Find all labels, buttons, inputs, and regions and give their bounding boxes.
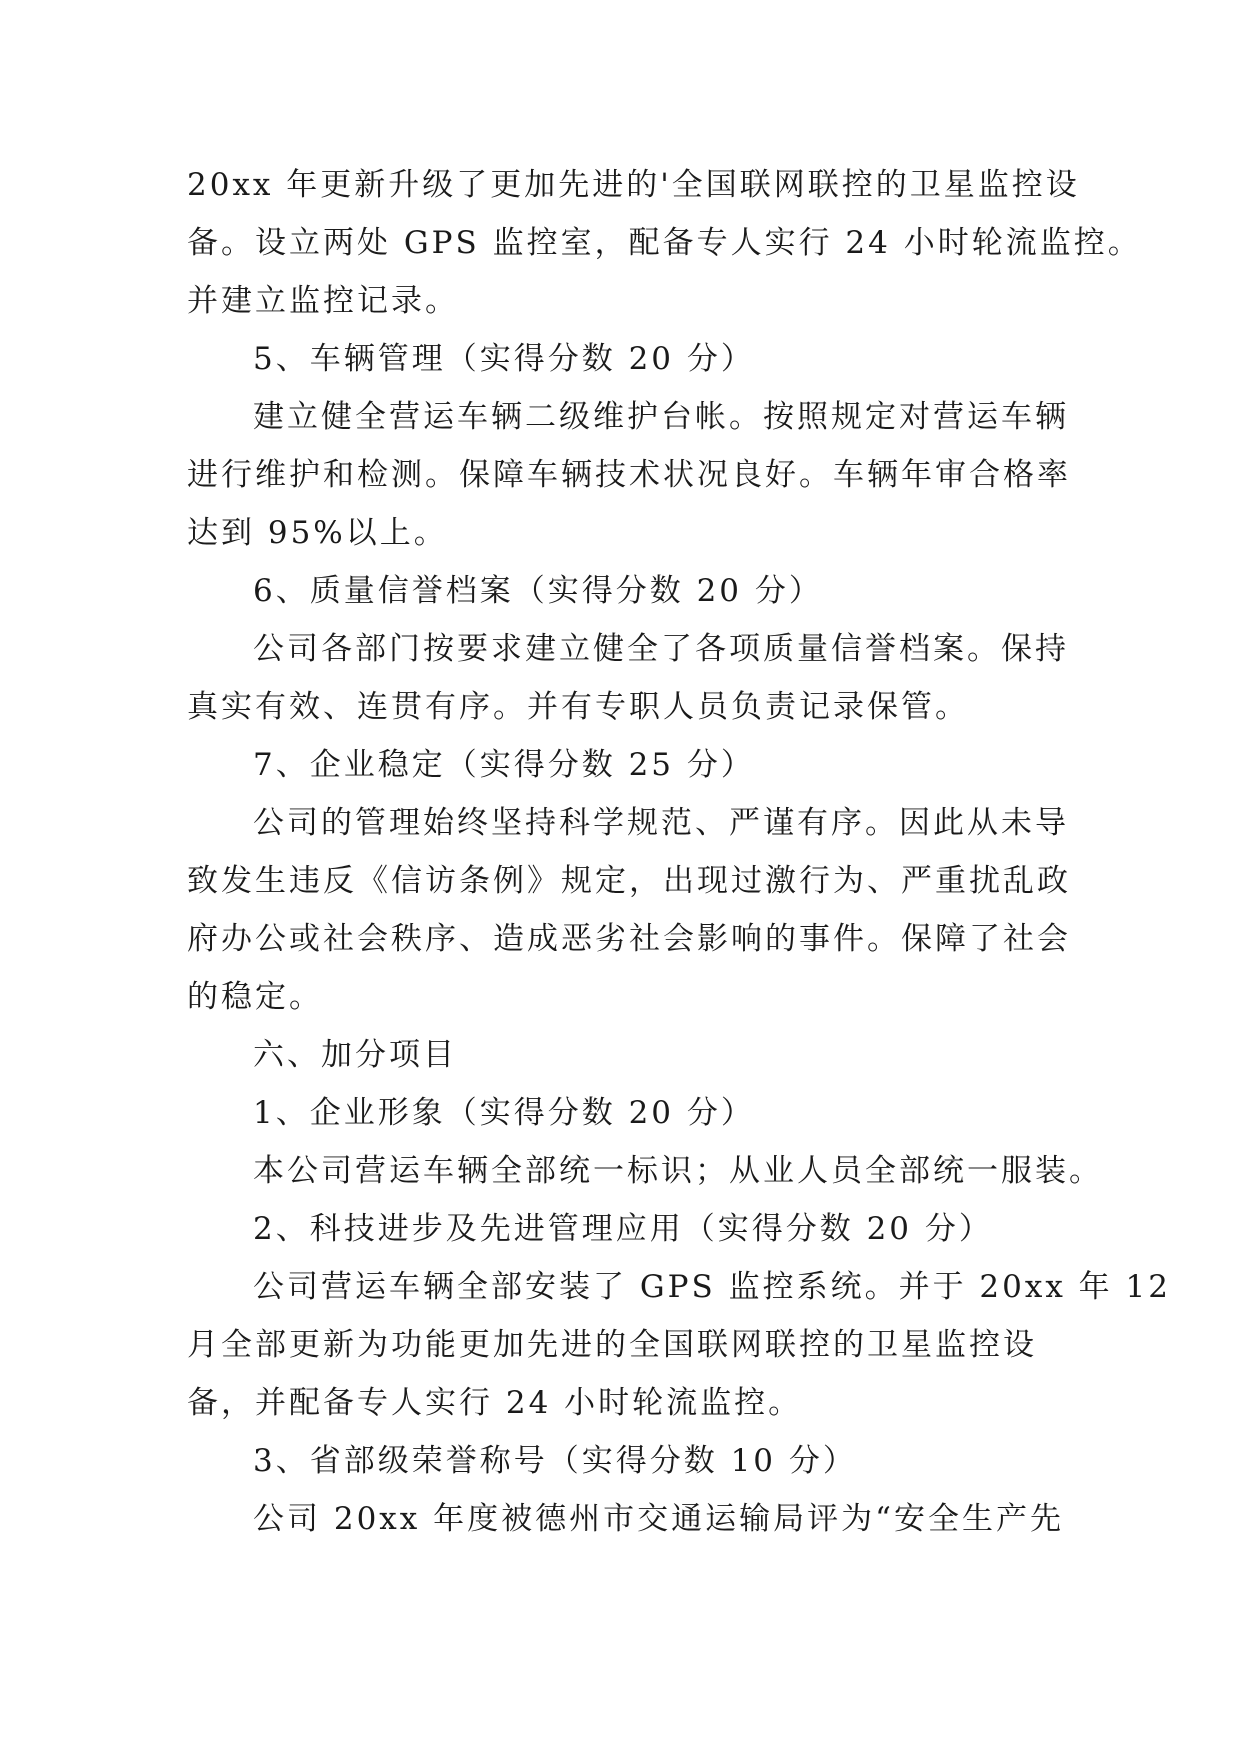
text-line: 达到 95%以上。 <box>187 515 448 551</box>
text-line: 月全部更新为功能更加先进的全国联网联控的卫星监控设 <box>187 1327 1037 1363</box>
text-line: 府办公或社会秩序、造成恶劣社会影响的事件。保障了社会 <box>187 921 1071 957</box>
text-line: 公司各部门按要求建立健全了各项质量信誉档案。保持 <box>253 631 1069 667</box>
text-line: 公司营运车辆全部安装了 GPS 监控系统。并于 20xx 年 12 <box>253 1269 1171 1305</box>
text-line: 公司的管理始终坚持科学规范、严谨有序。因此从未导 <box>253 805 1069 841</box>
text-line: 的稳定。 <box>187 979 323 1015</box>
section-heading: 六、加分项目 <box>253 1037 457 1073</box>
text-line: 致发生违反《信访条例》规定，出现过激行为、严重扰乱政 <box>187 863 1071 899</box>
section-heading: 1、企业形象（实得分数 20 分） <box>253 1095 755 1131</box>
section-heading: 2、科技进步及先进管理应用（实得分数 20 分） <box>253 1211 993 1247</box>
text-line: 20xx 年更新升级了更加先进的'全国联网联控的卫星监控设 <box>187 167 1080 203</box>
section-heading: 3、省部级荣誉称号（实得分数 10 分） <box>253 1443 857 1479</box>
section-heading: 7、企业稳定（实得分数 25 分） <box>253 747 755 783</box>
section-heading: 5、车辆管理（实得分数 20 分） <box>253 341 755 377</box>
text-line: 并建立监控记录。 <box>187 283 459 319</box>
section-heading: 6、质量信誉档案（实得分数 20 分） <box>253 573 823 609</box>
text-line: 进行维护和检测。保障车辆技术状况良好。车辆年审合格率 <box>187 457 1071 493</box>
text-line: 备，并配备专人实行 24 小时轮流监控。 <box>187 1385 803 1421</box>
text-line: 公司 20xx 年度被德州市交通运输局评为“安全生产先 <box>253 1501 1064 1537</box>
text-line: 建立健全营运车辆二级维护台帐。按照规定对营运车辆 <box>253 399 1069 435</box>
text-line: 真实有效、连贯有序。并有专职人员负责记录保管。 <box>187 689 969 725</box>
text-line: 备。设立两处 GPS 监控室，配备专人实行 24 小时轮流监控。 <box>187 225 1142 261</box>
text-line: 本公司营运车辆全部统一标识；从业人员全部统一服装。 <box>253 1153 1103 1189</box>
